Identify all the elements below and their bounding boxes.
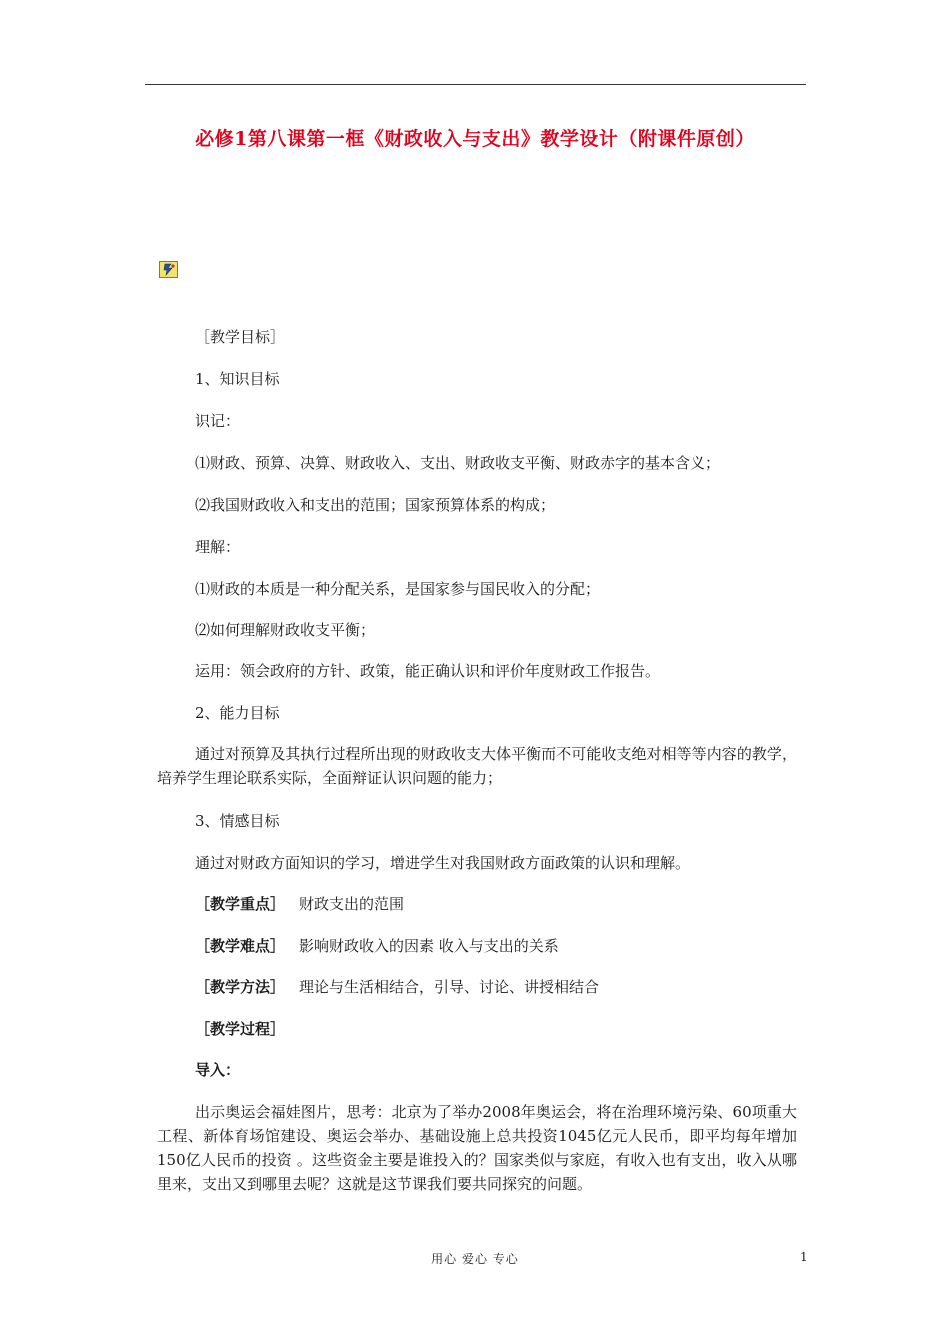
key-point-text: 财政支出的范围 [299, 895, 405, 913]
apply-text: 运用：领会政府的方针、政策，能正确认识和评价年度财政工作报告。 [195, 662, 661, 680]
document-title: 必修1第八课第一框《财政收入与支出》教学设计（附课件原创） [195, 128, 755, 150]
footer-text: 用心 爱心 专心 [431, 1252, 519, 1266]
method-label: ［教学方法］ [195, 978, 286, 996]
difficult-point-text: 影响财政收入的因素 收入与支出的关系 [299, 937, 559, 955]
method-row [195, 977, 599, 998]
understand-item-1: ⑴财政的本质是一种分配关系，是国家参与国民收入的分配； [195, 580, 601, 598]
header-rule [145, 84, 806, 85]
emotion-goal-text: 通过对财政方面知识的学习，增进学生对我国财政方面政策的认识和理解。 [195, 854, 691, 872]
recall-item-1: ⑴财政、预算、决算、财政收入、支出、财政收支平衡、财政赤字的基本含义； [195, 454, 721, 472]
understand-item-2: ⑵如何理解财政收支平衡； [195, 621, 376, 639]
knowledge-goal-heading: 1、知识目标 [195, 370, 280, 388]
ability-goal-heading: 2、能力目标 [195, 704, 280, 722]
recall-item-2: ⑵我国财政收入和支出的范围；国家预算体系的构成； [195, 496, 556, 514]
intro-label: 导入： [195, 1061, 241, 1079]
understand-label: 理解： [195, 538, 241, 556]
key-point-label: ［教学重点］ [195, 895, 286, 913]
page-number: 1 [800, 1250, 808, 1264]
difficult-point-row [195, 936, 559, 957]
recall-label: 识记： [195, 412, 241, 430]
emotion-goal-heading: 3、情感目标 [195, 812, 280, 830]
intro-text: 出示奥运会福娃图片，思考：北京为了举办2008年奥运会，将在治理环境污染、60项重大工程、新体育场馆建设、奥运会举办、基础设施上总共投资1045亿元人民币，即平均每年增加150亿人民币的投资 。这些资金主要是谁投入的？国家类似与家庭，有收入也有支出，收入从哪里来，支出又到哪里去呢？这就是这节课我们要共同探究的问题。 [157, 1103, 797, 1193]
embedded-object-icon[interactable] [159, 261, 178, 278]
ability-goal-text: 通过对预算及其执行过程所出现的财政收支大体平衡而不可能收支绝对相等等内容的教学，培养学生理论联系实际，全面辩证认识问题的能力； [157, 745, 797, 787]
process-heading: ［教学过程］ [195, 1020, 286, 1038]
difficult-point-label: ［教学难点］ [195, 937, 286, 955]
key-point-row [195, 894, 404, 915]
goals-heading: ［教学目标］ [195, 328, 286, 346]
method-text: 理论与生活相结合，引导、讨论、讲授相结合 [299, 978, 600, 996]
